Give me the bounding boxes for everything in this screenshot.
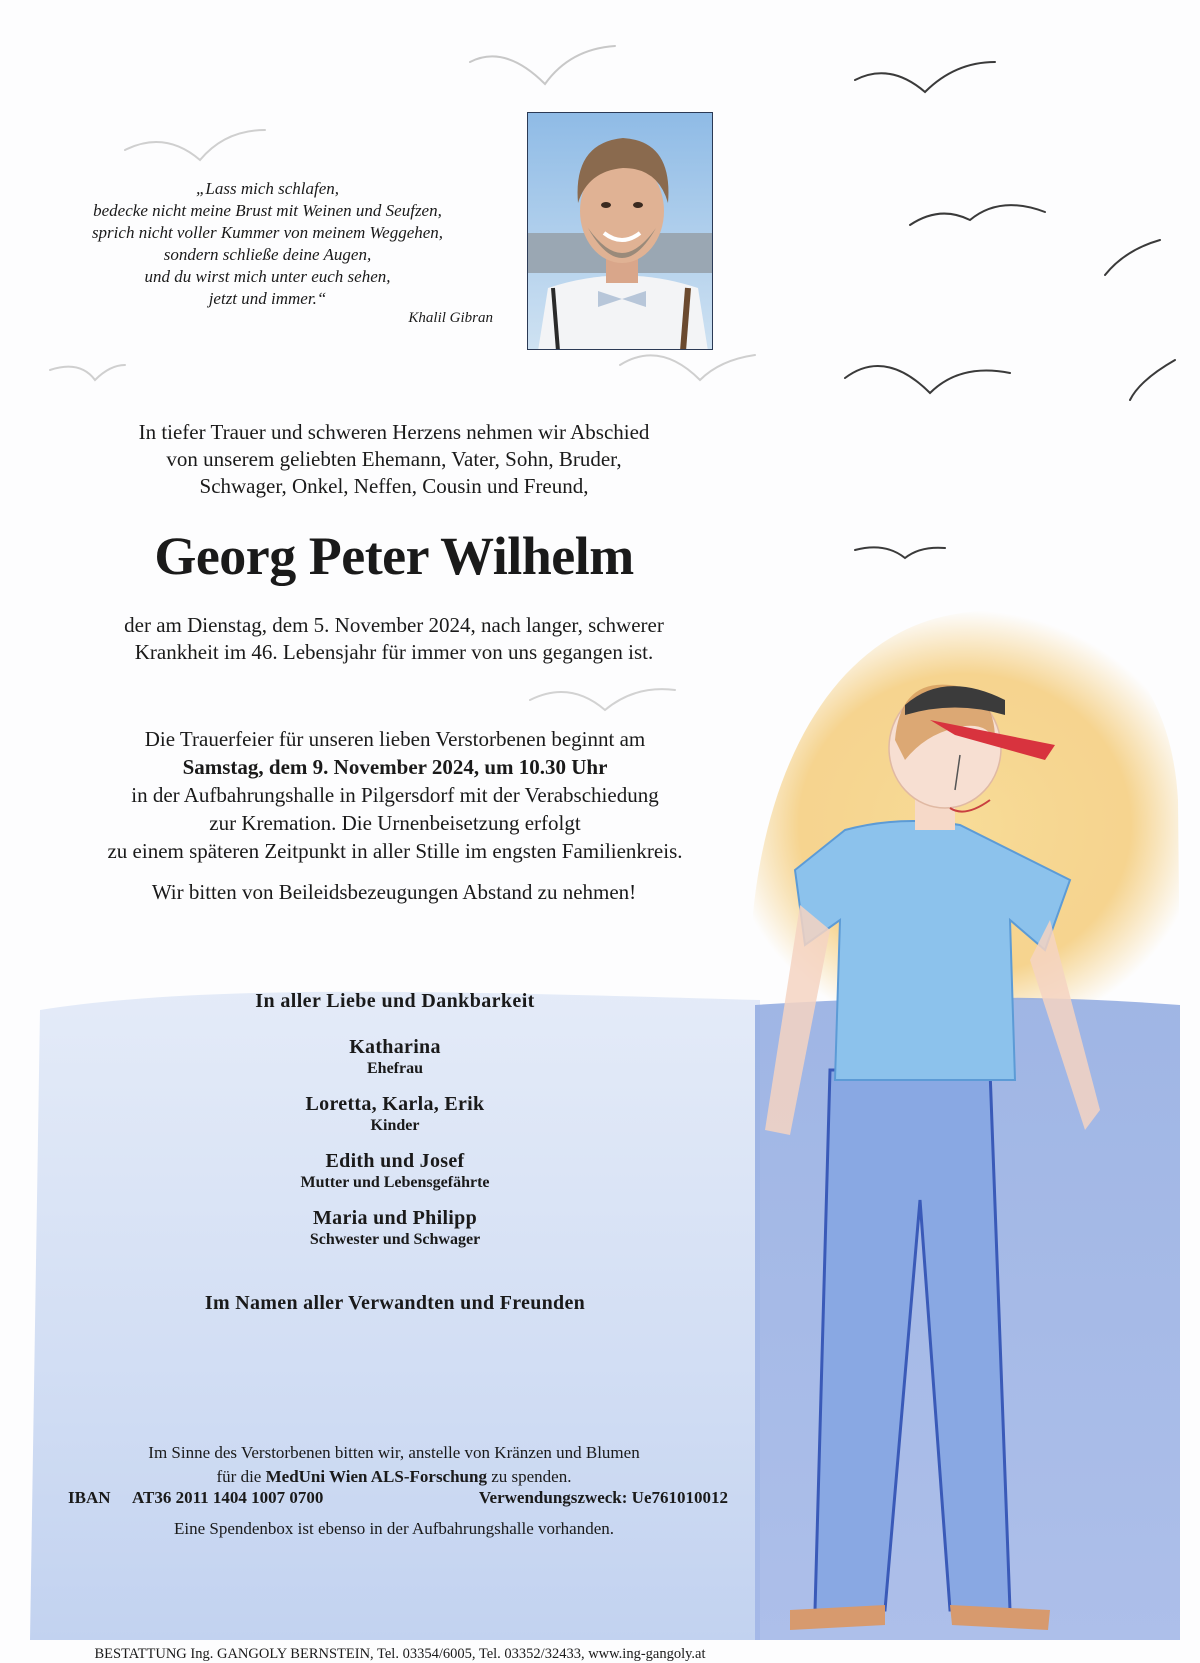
donation-organization: MedUni Wien ALS-Forschung [265,1467,487,1486]
family-role: Kinder [370,1117,420,1134]
death-notice [50,612,738,666]
condolence-request: Wir bitten von Beileidsbezeugungen Abstand zu nehmen! [151,880,637,904]
donation-request [50,1441,738,1489]
donation-suffix: zu spenden. [486,1467,572,1486]
intro-text [50,419,738,500]
quote-line: sondern schließe deine Augen, [163,245,372,264]
quote-author: Khalil Gibran [408,310,493,326]
intro-line: Schwager, Onkel, Neffen, Cousin und Freund, [199,474,589,498]
death-notice-line: der am Dienstag, dem 5. November 2024, nach langer, schwerer [124,613,664,637]
intro-line: In tiefer Trauer und schweren Herzens nehmen wir Abschied [138,420,650,444]
ceremony-line: Die Trauerfeier für unseren lieben Verstorbenen beginnt am [144,727,646,751]
donation-prefix: für die [216,1467,266,1486]
quote-line: bedecke nicht meine Brust mit Weinen und Seufzen, [93,201,442,220]
quote-line: und du wirst mich unter euch sehen, [144,267,391,286]
thanks-heading: In aller Liebe und Dankbarkeit [255,990,535,1012]
family-entry [90,1206,700,1250]
deceased-name: Georg Peter Wilhelm [154,526,634,586]
ceremony-info [40,725,750,865]
ceremony-date-time: Samstag, dem 9. November 2024, um 10.30 Uhr [182,755,608,779]
family-names: Edith und Josef [325,1150,465,1172]
iban-value: AT36 2011 1404 1007 0700 [132,1488,324,1507]
family-role: Mutter und Lebensgefährte [300,1174,490,1191]
donation-line: Im Sinne des Verstorbenen bitten wir, anstelle von Kränzen und Blumen [148,1443,640,1462]
iban-label: IBAN [68,1488,111,1507]
family-entry [90,1035,700,1079]
donation-line [50,1465,738,1489]
family-entry [90,1092,700,1136]
ceremony-line: zu einem späteren Zeitpunkt in aller Stille im engsten Familienkreis. [107,839,683,863]
funeral-home-footer: BESTATTUNG Ing. GANGOLY BERNSTEIN, Tel. 03354/6005, Tel. 03352/32433, www.ing-gangoly.at [94,1646,706,1662]
ceremony-line: in der Aufbahrungshalle in Pilgersdorf mit der Verabschiedung [131,783,659,807]
family-role: Ehefrau [367,1060,423,1077]
epigraph-quote [40,178,495,310]
family-entry [90,1149,700,1193]
intro-line: von unserem geliebten Ehemann, Vater, Sohn, Bruder, [166,447,622,471]
donation-box-note: Eine Spendenbox ist ebenso in der Aufbahrungshalle vorhanden. [173,1519,614,1538]
family-names: Loretta, Karla, Erik [305,1093,485,1115]
closing-line: Im Namen aller Verwandten und Freunden [204,1292,586,1314]
payment-purpose: Verwendungszweck: Ue761010012 [478,1488,728,1507]
family-list [90,1035,700,1263]
portrait-photo [527,112,713,350]
ceremony-line: zur Kremation. Die Urnenbeisetzung erfolgt [209,811,581,835]
death-notice-line: Krankheit im 46. Lebensjahr für immer von uns gegangen ist. [134,640,654,664]
quote-line: „Lass mich schlafen, [195,179,340,198]
quote-line: sprich nicht voller Kummer von meinem Weggehen, [91,223,444,242]
family-role: Schwester und Schwager [309,1231,481,1248]
family-names: Maria und Philipp [312,1207,478,1229]
quote-line: jetzt und immer.“ [208,289,327,308]
bank-details [68,1488,728,1514]
family-names: Katharina [349,1036,441,1058]
